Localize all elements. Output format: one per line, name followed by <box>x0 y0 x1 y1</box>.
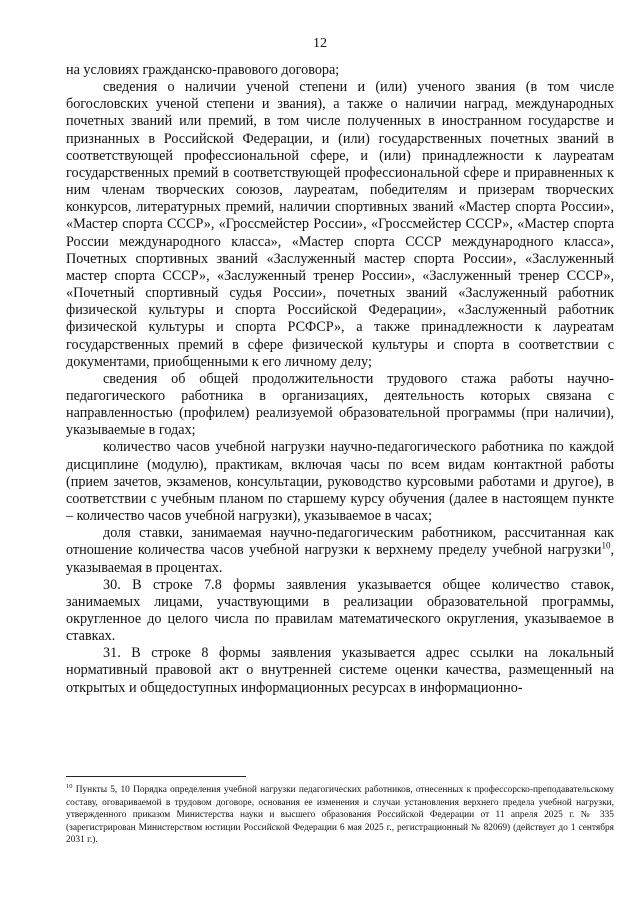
paragraph-rate-share <box>66 525 614 576</box>
body-text <box>66 62 614 697</box>
page-number: 12 <box>313 36 327 51</box>
paragraph-item-30: 30. В строке 7.8 формы заявления указывается общее количество ставок, занимаемых лицами, участвующими в реализации образовательной программы, округленное до целого числа по правилам математического округления, указываемое в ставках. <box>66 576 614 645</box>
rate-share-text: доля ставки, занимаемая научно-педагогическим работником, рассчитанная как отношение количества часов учебной нагрузки к верхнему пределу учебной нагрузки <box>66 525 614 559</box>
footnote-text: Пункты 5, 10 Порядка определения учебной нагрузки педагогических работников, отнесенных к профессорско-преподавательскому составу, оговариваемой в трудовом договоре, основания ее изменения и случаи установления верхнего предела учебной нагрузки, утвержденного приказом Министерства науки и высшего образования Российской Федерации от 11 апреля 2025 г. № 335 (зарегистрирован Министерством юстиции Российской Федерации 6 мая 2025 г., регистрационный № 82069) (действует до 1 сентября 2031 г.). <box>66 785 614 846</box>
footnote-reference: 10 <box>601 540 611 551</box>
paragraph-work-experience: сведения об общей продолжительности трудового стажа работы научно-педагогического работника в организациях, деятельность которых связана с направленностью (профилем) реализуемой образовательной программы (при наличии), указываемые в годах; <box>66 370 614 439</box>
footnote-marker: 10 <box>66 782 73 790</box>
footnote <box>66 784 614 847</box>
paragraph-teaching-hours: количество часов учебной нагрузки научно-педагогического работника по каждой дисциплине (модулю), практикам, включая часы по всем видам контактной работы (прием зачетов, экзаменов, консультации, руководство курсовыми работами и другое), в соответствии с учебным планом по старшему курсу обучения (далее в настоящем пункте – количество часов учебной нагрузки), указываемое в часах; <box>66 439 614 525</box>
paragraph-continuation: на условиях гражданско-правового договора; <box>66 62 340 78</box>
footnote-divider <box>66 776 246 777</box>
rate-share-text-end: , указываемая в процентах. <box>66 542 614 576</box>
paragraph-degrees-awards: сведения о наличии ученой степени и (или) ученого звания (в том числе богословских ученой степени и звания), а также о наличии наград, международных почетных званий или премий, в том числе полученных в иностранном государстве и признанных в Российской Федерации, и (или) государственных почетных званий в соответствующей профессиональной сфере, и (или) принадлежности к лауреатам государственных премий в соответствующей профессиональной сфере и приравненных к ним членам творческих союзов, лауреатам, победителям и призерам творческих конкурсов, литературных премий, наличии спортивных званий «Мастер спорта России», «Мастер спорта СССР», «Гроссмейстер России», «Гроссмейстер СССР», «Мастер спорта России международного класса», «Мастер спорта СССР международного класса», Почетных спортивных званий «Заслуженный мастер спорта России», «Заслуженный мастер спорта СССР», «Заслуженный тренер России», «Заслуженный тренер СССР», «Почетный спортивный судья России», почетных званий «Заслуженный работник физической культуры и спорта Российской Федерации», «Заслуженный работник физической культуры и спорта РСФСР», а также принадлежности к лауреатам государственных премий в сфере физической культуры и спорта в соответствии с документами, приобщенными к его личному делу; <box>66 79 614 370</box>
paragraph-item-31: 31. В строке 8 формы заявления указывается адрес ссылки на локальный нормативный правовой акт о внутренней системе оценки качества, размещенный на открытых и общедоступных информационных ресурсах в информационно- <box>66 645 614 696</box>
